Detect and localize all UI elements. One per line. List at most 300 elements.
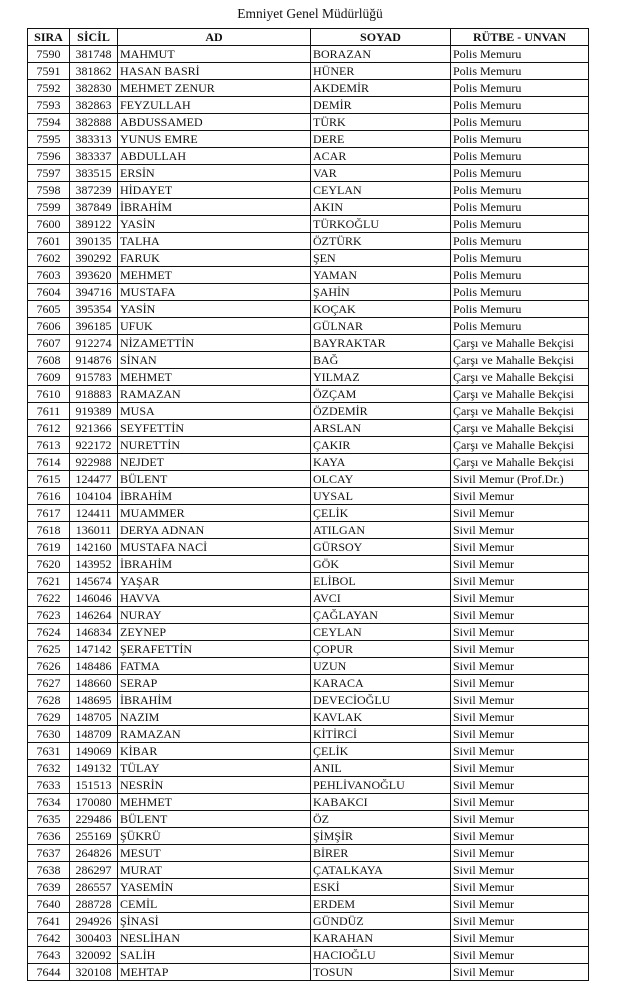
cell-sira: 7634 bbox=[28, 794, 70, 811]
cell-sira: 7635 bbox=[28, 811, 70, 828]
cell-sicil: 389122 bbox=[70, 216, 118, 233]
table-row bbox=[28, 692, 589, 709]
cell-sira: 7636 bbox=[28, 828, 70, 845]
table-row bbox=[28, 794, 589, 811]
cell-ad: TALHA bbox=[118, 233, 311, 250]
cell-ad: ŞİNASİ bbox=[118, 913, 311, 930]
cell-sicil: 148486 bbox=[70, 658, 118, 675]
cell-ad: MEHMET bbox=[118, 794, 311, 811]
cell-rutbe-unvan: Sivil Memur (Prof.Dr.) bbox=[451, 471, 589, 488]
cell-sicil: 151513 bbox=[70, 777, 118, 794]
cell-ad: MEHTAP bbox=[118, 964, 311, 981]
cell-rutbe-unvan: Sivil Memur bbox=[451, 845, 589, 862]
cell-rutbe-unvan: Sivil Memur bbox=[451, 811, 589, 828]
cell-sicil: 124477 bbox=[70, 471, 118, 488]
cell-sicil: 264826 bbox=[70, 845, 118, 862]
cell-rutbe-unvan: Sivil Memur bbox=[451, 726, 589, 743]
cell-rutbe-unvan: Çarşı ve Mahalle Bekçisi bbox=[451, 352, 589, 369]
cell-sicil: 383337 bbox=[70, 148, 118, 165]
cell-soyad: VAR bbox=[311, 165, 451, 182]
cell-ad: NİZAMETTİN bbox=[118, 335, 311, 352]
cell-sicil: 149132 bbox=[70, 760, 118, 777]
cell-ad: CEMİL bbox=[118, 896, 311, 913]
cell-sira: 7604 bbox=[28, 284, 70, 301]
cell-sicil: 255169 bbox=[70, 828, 118, 845]
table-row bbox=[28, 182, 589, 199]
table-row bbox=[28, 437, 589, 454]
cell-sira: 7631 bbox=[28, 743, 70, 760]
table-row bbox=[28, 114, 589, 131]
cell-sicil: 288728 bbox=[70, 896, 118, 913]
cell-sira: 7615 bbox=[28, 471, 70, 488]
table-row bbox=[28, 216, 589, 233]
cell-soyad: YAMAN bbox=[311, 267, 451, 284]
cell-ad: RAMAZAN bbox=[118, 386, 311, 403]
cell-soyad: ELİBOL bbox=[311, 573, 451, 590]
cell-soyad: DEMİR bbox=[311, 97, 451, 114]
table-row bbox=[28, 573, 589, 590]
table-row bbox=[28, 250, 589, 267]
table-row bbox=[28, 131, 589, 148]
cell-soyad: BAYRAKTAR bbox=[311, 335, 451, 352]
table-row bbox=[28, 148, 589, 165]
cell-sicil: 146834 bbox=[70, 624, 118, 641]
cell-ad: MEHMET ZENUR bbox=[118, 80, 311, 97]
cell-soyad: GÜLNAR bbox=[311, 318, 451, 335]
cell-soyad: UZUN bbox=[311, 658, 451, 675]
cell-rutbe-unvan: Sivil Memur bbox=[451, 828, 589, 845]
cell-soyad: ÖZÇAM bbox=[311, 386, 451, 403]
table-row bbox=[28, 46, 589, 63]
cell-sira: 7609 bbox=[28, 369, 70, 386]
cell-sira: 7641 bbox=[28, 913, 70, 930]
cell-sicil: 148709 bbox=[70, 726, 118, 743]
cell-sira: 7595 bbox=[28, 131, 70, 148]
cell-rutbe-unvan: Sivil Memur bbox=[451, 913, 589, 930]
cell-sicil: 136011 bbox=[70, 522, 118, 539]
cell-rutbe-unvan: Çarşı ve Mahalle Bekçisi bbox=[451, 437, 589, 454]
cell-rutbe-unvan: Sivil Memur bbox=[451, 709, 589, 726]
cell-sira: 7611 bbox=[28, 403, 70, 420]
table-row bbox=[28, 896, 589, 913]
cell-rutbe-unvan: Sivil Memur bbox=[451, 607, 589, 624]
cell-rutbe-unvan: Polis Memuru bbox=[451, 80, 589, 97]
cell-sira: 7608 bbox=[28, 352, 70, 369]
cell-ad: YASEMİN bbox=[118, 879, 311, 896]
cell-rutbe-unvan: Sivil Memur bbox=[451, 964, 589, 981]
cell-ad: BÜLENT bbox=[118, 811, 311, 828]
cell-sira: 7592 bbox=[28, 80, 70, 97]
table-row bbox=[28, 488, 589, 505]
cell-sicil: 912274 bbox=[70, 335, 118, 352]
table-header-row bbox=[28, 29, 589, 46]
cell-sira: 7622 bbox=[28, 590, 70, 607]
cell-sicil: 147142 bbox=[70, 641, 118, 658]
cell-soyad: ÇELİK bbox=[311, 505, 451, 522]
cell-soyad: ARSLAN bbox=[311, 420, 451, 437]
table-row bbox=[28, 556, 589, 573]
cell-sicil: 914876 bbox=[70, 352, 118, 369]
table-row bbox=[28, 607, 589, 624]
cell-sicil: 387849 bbox=[70, 199, 118, 216]
cell-soyad: ACAR bbox=[311, 148, 451, 165]
cell-soyad: KOÇAK bbox=[311, 301, 451, 318]
cell-ad: YUNUS EMRE bbox=[118, 131, 311, 148]
cell-soyad: BORAZAN bbox=[311, 46, 451, 63]
cell-sicil: 124411 bbox=[70, 505, 118, 522]
cell-soyad: HÜNER bbox=[311, 63, 451, 80]
cell-sicil: 148660 bbox=[70, 675, 118, 692]
cell-soyad: YILMAZ bbox=[311, 369, 451, 386]
cell-soyad: DERE bbox=[311, 131, 451, 148]
table-row bbox=[28, 913, 589, 930]
table-row bbox=[28, 97, 589, 114]
cell-ad: MUAMMER bbox=[118, 505, 311, 522]
cell-sicil: 148695 bbox=[70, 692, 118, 709]
cell-sira: 7598 bbox=[28, 182, 70, 199]
cell-ad: ERSİN bbox=[118, 165, 311, 182]
cell-ad: NESRİN bbox=[118, 777, 311, 794]
cell-ad: ABDUSSAMED bbox=[118, 114, 311, 131]
cell-ad: ZEYNEP bbox=[118, 624, 311, 641]
cell-ad: MAHMUT bbox=[118, 46, 311, 63]
cell-sira: 7623 bbox=[28, 607, 70, 624]
cell-sira: 7617 bbox=[28, 505, 70, 522]
cell-rutbe-unvan: Polis Memuru bbox=[451, 267, 589, 284]
table-row bbox=[28, 743, 589, 760]
cell-rutbe-unvan: Çarşı ve Mahalle Bekçisi bbox=[451, 403, 589, 420]
cell-rutbe-unvan: Sivil Memur bbox=[451, 675, 589, 692]
cell-rutbe-unvan: Sivil Memur bbox=[451, 641, 589, 658]
cell-soyad: ÇELİK bbox=[311, 743, 451, 760]
cell-rutbe-unvan: Polis Memuru bbox=[451, 97, 589, 114]
table-row bbox=[28, 709, 589, 726]
cell-rutbe-unvan: Sivil Memur bbox=[451, 488, 589, 505]
cell-sicil: 919389 bbox=[70, 403, 118, 420]
cell-ad: ŞÜKRÜ bbox=[118, 828, 311, 845]
cell-ad: MUSA bbox=[118, 403, 311, 420]
cell-rutbe-unvan: Çarşı ve Mahalle Bekçisi bbox=[451, 420, 589, 437]
cell-soyad: ATILGAN bbox=[311, 522, 451, 539]
cell-sicil: 390135 bbox=[70, 233, 118, 250]
personnel-table bbox=[27, 28, 589, 981]
cell-sira: 7639 bbox=[28, 879, 70, 896]
cell-ad: YASİN bbox=[118, 216, 311, 233]
cell-rutbe-unvan: Polis Memuru bbox=[451, 216, 589, 233]
cell-soyad: ÇAĞLAYAN bbox=[311, 607, 451, 624]
cell-soyad: ÖZDEMİR bbox=[311, 403, 451, 420]
table-row bbox=[28, 335, 589, 352]
cell-soyad: ÖZTÜRK bbox=[311, 233, 451, 250]
cell-soyad: ÇAKIR bbox=[311, 437, 451, 454]
cell-sicil: 229486 bbox=[70, 811, 118, 828]
cell-sira: 7614 bbox=[28, 454, 70, 471]
cell-ad: NAZIM bbox=[118, 709, 311, 726]
cell-rutbe-unvan: Çarşı ve Mahalle Bekçisi bbox=[451, 369, 589, 386]
cell-sicil: 921366 bbox=[70, 420, 118, 437]
cell-ad: FATMA bbox=[118, 658, 311, 675]
cell-rutbe-unvan: Polis Memuru bbox=[451, 46, 589, 63]
cell-sira: 7630 bbox=[28, 726, 70, 743]
page-title: Emniyet Genel Müdürlüğü bbox=[237, 6, 383, 21]
cell-ad: BÜLENT bbox=[118, 471, 311, 488]
cell-sira: 7638 bbox=[28, 862, 70, 879]
cell-rutbe-unvan: Çarşı ve Mahalle Bekçisi bbox=[451, 386, 589, 403]
table-row bbox=[28, 845, 589, 862]
cell-sicil: 294926 bbox=[70, 913, 118, 930]
cell-ad: YAŞAR bbox=[118, 573, 311, 590]
table-row bbox=[28, 828, 589, 845]
cell-rutbe-unvan: Sivil Memur bbox=[451, 862, 589, 879]
cell-soyad: KAYA bbox=[311, 454, 451, 471]
cell-soyad: HACIOĞLU bbox=[311, 947, 451, 964]
header-sira: SIRA bbox=[28, 29, 70, 46]
cell-soyad: ŞİMŞİR bbox=[311, 828, 451, 845]
cell-soyad: BAĞ bbox=[311, 352, 451, 369]
cell-rutbe-unvan: Sivil Memur bbox=[451, 896, 589, 913]
cell-sicil: 390292 bbox=[70, 250, 118, 267]
cell-sicil: 395354 bbox=[70, 301, 118, 318]
header-rutbe-unvan: RÜTBE - UNVAN bbox=[451, 29, 589, 46]
table-row bbox=[28, 590, 589, 607]
cell-rutbe-unvan: Polis Memuru bbox=[451, 165, 589, 182]
cell-sira: 7618 bbox=[28, 522, 70, 539]
cell-sira: 7603 bbox=[28, 267, 70, 284]
table-row bbox=[28, 658, 589, 675]
cell-sicil: 394716 bbox=[70, 284, 118, 301]
cell-ad: TÜLAY bbox=[118, 760, 311, 777]
cell-sicil: 145674 bbox=[70, 573, 118, 590]
cell-ad: MEHMET bbox=[118, 369, 311, 386]
cell-sicil: 286557 bbox=[70, 879, 118, 896]
cell-soyad: UYSAL bbox=[311, 488, 451, 505]
cell-sicil: 381748 bbox=[70, 46, 118, 63]
table-row bbox=[28, 301, 589, 318]
cell-soyad: TÜRK bbox=[311, 114, 451, 131]
cell-soyad: KARAHAN bbox=[311, 930, 451, 947]
cell-soyad: ÇATALKAYA bbox=[311, 862, 451, 879]
table-row bbox=[28, 947, 589, 964]
cell-sicil: 915783 bbox=[70, 369, 118, 386]
table-row bbox=[28, 63, 589, 80]
cell-sira: 7621 bbox=[28, 573, 70, 590]
cell-soyad: ÇOPUR bbox=[311, 641, 451, 658]
table-row bbox=[28, 199, 589, 216]
cell-sicil: 149069 bbox=[70, 743, 118, 760]
table-row bbox=[28, 624, 589, 641]
cell-sira: 7624 bbox=[28, 624, 70, 641]
cell-soyad: GÖK bbox=[311, 556, 451, 573]
cell-rutbe-unvan: Sivil Memur bbox=[451, 930, 589, 947]
cell-rutbe-unvan: Sivil Memur bbox=[451, 590, 589, 607]
cell-soyad: TOSUN bbox=[311, 964, 451, 981]
cell-ad: SİNAN bbox=[118, 352, 311, 369]
cell-sicil: 170080 bbox=[70, 794, 118, 811]
table-row bbox=[28, 284, 589, 301]
cell-sira: 7590 bbox=[28, 46, 70, 63]
cell-soyad: ÖZ bbox=[311, 811, 451, 828]
cell-sicil: 393620 bbox=[70, 267, 118, 284]
cell-rutbe-unvan: Polis Memuru bbox=[451, 131, 589, 148]
cell-rutbe-unvan: Sivil Memur bbox=[451, 743, 589, 760]
cell-sicil: 387239 bbox=[70, 182, 118, 199]
cell-sicil: 300403 bbox=[70, 930, 118, 947]
cell-sira: 7644 bbox=[28, 964, 70, 981]
cell-sicil: 148705 bbox=[70, 709, 118, 726]
cell-ad: HİDAYET bbox=[118, 182, 311, 199]
cell-sira: 7627 bbox=[28, 675, 70, 692]
cell-soyad: GÜNDÜZ bbox=[311, 913, 451, 930]
cell-ad: MUSTAFA NACİ bbox=[118, 539, 311, 556]
cell-rutbe-unvan: Sivil Memur bbox=[451, 505, 589, 522]
cell-sira: 7612 bbox=[28, 420, 70, 437]
cell-sira: 7605 bbox=[28, 301, 70, 318]
cell-soyad: ERDEM bbox=[311, 896, 451, 913]
cell-sira: 7629 bbox=[28, 709, 70, 726]
cell-sira: 7613 bbox=[28, 437, 70, 454]
cell-rutbe-unvan: Sivil Memur bbox=[451, 624, 589, 641]
table-row bbox=[28, 675, 589, 692]
cell-sicil: 320092 bbox=[70, 947, 118, 964]
cell-soyad: KABAKCI bbox=[311, 794, 451, 811]
cell-soyad: AVCI bbox=[311, 590, 451, 607]
cell-soyad: OLCAY bbox=[311, 471, 451, 488]
table-row bbox=[28, 471, 589, 488]
cell-rutbe-unvan: Çarşı ve Mahalle Bekçisi bbox=[451, 335, 589, 352]
cell-sicil: 104104 bbox=[70, 488, 118, 505]
cell-rutbe-unvan: Sivil Memur bbox=[451, 947, 589, 964]
cell-soyad: KİTİRCİ bbox=[311, 726, 451, 743]
cell-sicil: 383313 bbox=[70, 131, 118, 148]
cell-soyad: GÜRSOY bbox=[311, 539, 451, 556]
table-row bbox=[28, 726, 589, 743]
cell-soyad: AKDEMİR bbox=[311, 80, 451, 97]
cell-sicil: 381862 bbox=[70, 63, 118, 80]
table-row bbox=[28, 267, 589, 284]
cell-soyad: AKIN bbox=[311, 199, 451, 216]
cell-ad: KİBAR bbox=[118, 743, 311, 760]
cell-sicil: 286297 bbox=[70, 862, 118, 879]
cell-sira: 7599 bbox=[28, 199, 70, 216]
table-row bbox=[28, 760, 589, 777]
cell-ad: UFUK bbox=[118, 318, 311, 335]
cell-sira: 7616 bbox=[28, 488, 70, 505]
cell-sicil: 922172 bbox=[70, 437, 118, 454]
cell-ad: SEYFETTİN bbox=[118, 420, 311, 437]
cell-ad: FEYZULLAH bbox=[118, 97, 311, 114]
cell-rutbe-unvan: Polis Memuru bbox=[451, 318, 589, 335]
cell-ad: İBRAHİM bbox=[118, 199, 311, 216]
cell-ad: SALİH bbox=[118, 947, 311, 964]
cell-sira: 7643 bbox=[28, 947, 70, 964]
cell-ad: NURAY bbox=[118, 607, 311, 624]
table-row bbox=[28, 505, 589, 522]
cell-ad: HAVVA bbox=[118, 590, 311, 607]
table-row bbox=[28, 522, 589, 539]
cell-rutbe-unvan: Sivil Memur bbox=[451, 794, 589, 811]
cell-rutbe-unvan: Polis Memuru bbox=[451, 63, 589, 80]
cell-ad: DERYA ADNAN bbox=[118, 522, 311, 539]
cell-sira: 7637 bbox=[28, 845, 70, 862]
table-row bbox=[28, 352, 589, 369]
table-row bbox=[28, 420, 589, 437]
header-soyad: SOYAD bbox=[311, 29, 451, 46]
cell-sira: 7594 bbox=[28, 114, 70, 131]
cell-ad: NESLİHAN bbox=[118, 930, 311, 947]
cell-sira: 7633 bbox=[28, 777, 70, 794]
cell-sira: 7626 bbox=[28, 658, 70, 675]
cell-sira: 7625 bbox=[28, 641, 70, 658]
cell-ad: ŞERAFETTİN bbox=[118, 641, 311, 658]
cell-soyad: ŞEN bbox=[311, 250, 451, 267]
cell-sira: 7601 bbox=[28, 233, 70, 250]
cell-sicil: 918883 bbox=[70, 386, 118, 403]
cell-sicil: 320108 bbox=[70, 964, 118, 981]
cell-ad: İBRAHİM bbox=[118, 556, 311, 573]
cell-sicil: 383515 bbox=[70, 165, 118, 182]
table-row bbox=[28, 811, 589, 828]
cell-sicil: 922988 bbox=[70, 454, 118, 471]
table-row bbox=[28, 165, 589, 182]
cell-ad: MUSTAFA bbox=[118, 284, 311, 301]
cell-rutbe-unvan: Sivil Memur bbox=[451, 777, 589, 794]
cell-rutbe-unvan: Sivil Memur bbox=[451, 760, 589, 777]
cell-rutbe-unvan: Polis Memuru bbox=[451, 250, 589, 267]
cell-sira: 7632 bbox=[28, 760, 70, 777]
cell-sicil: 382830 bbox=[70, 80, 118, 97]
cell-ad: RAMAZAN bbox=[118, 726, 311, 743]
cell-sira: 7597 bbox=[28, 165, 70, 182]
table-row bbox=[28, 80, 589, 97]
cell-sira: 7620 bbox=[28, 556, 70, 573]
cell-rutbe-unvan: Çarşı ve Mahalle Bekçisi bbox=[451, 454, 589, 471]
cell-sira: 7606 bbox=[28, 318, 70, 335]
cell-rutbe-unvan: Polis Memuru bbox=[451, 114, 589, 131]
cell-ad: YASİN bbox=[118, 301, 311, 318]
cell-sicil: 146046 bbox=[70, 590, 118, 607]
cell-rutbe-unvan: Sivil Memur bbox=[451, 658, 589, 675]
cell-soyad: BİRER bbox=[311, 845, 451, 862]
cell-rutbe-unvan: Sivil Memur bbox=[451, 573, 589, 590]
cell-soyad: CEYLAN bbox=[311, 182, 451, 199]
cell-sira: 7640 bbox=[28, 896, 70, 913]
cell-soyad: KAVLAK bbox=[311, 709, 451, 726]
cell-rutbe-unvan: Sivil Memur bbox=[451, 522, 589, 539]
cell-sicil: 396185 bbox=[70, 318, 118, 335]
cell-soyad: ESKİ bbox=[311, 879, 451, 896]
cell-rutbe-unvan: Sivil Memur bbox=[451, 692, 589, 709]
table-row bbox=[28, 403, 589, 420]
cell-rutbe-unvan: Sivil Memur bbox=[451, 539, 589, 556]
cell-ad: İBRAHİM bbox=[118, 488, 311, 505]
table-row bbox=[28, 862, 589, 879]
cell-sira: 7602 bbox=[28, 250, 70, 267]
cell-ad: HASAN BASRİ bbox=[118, 63, 311, 80]
cell-soyad: DEVECİOĞLU bbox=[311, 692, 451, 709]
table-row bbox=[28, 930, 589, 947]
table-row bbox=[28, 777, 589, 794]
table-row bbox=[28, 641, 589, 658]
cell-ad: ABDULLAH bbox=[118, 148, 311, 165]
cell-soyad: ŞAHİN bbox=[311, 284, 451, 301]
table-row bbox=[28, 233, 589, 250]
header-ad: AD bbox=[118, 29, 311, 46]
table-row bbox=[28, 964, 589, 981]
cell-ad: İBRAHİM bbox=[118, 692, 311, 709]
cell-rutbe-unvan: Polis Memuru bbox=[451, 182, 589, 199]
cell-sicil: 382888 bbox=[70, 114, 118, 131]
cell-soyad: CEYLAN bbox=[311, 624, 451, 641]
